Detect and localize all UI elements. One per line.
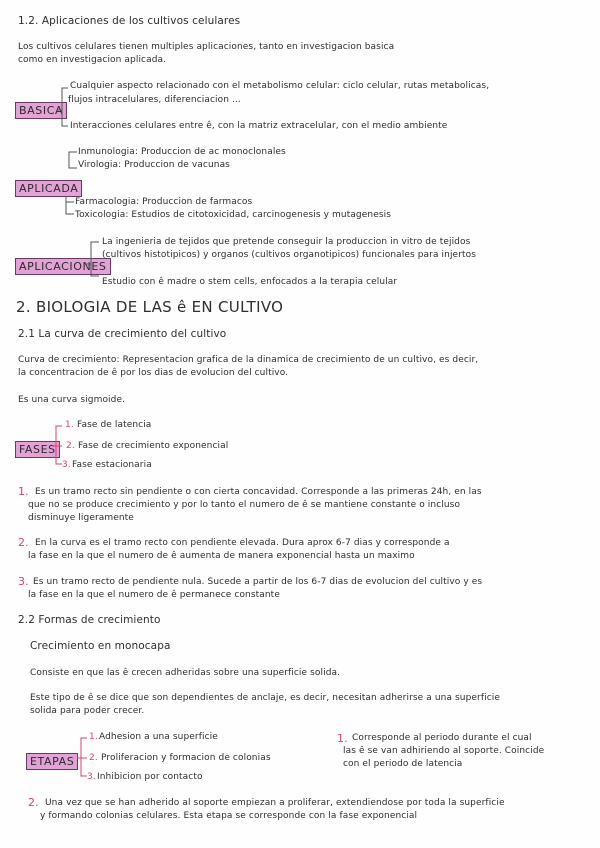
etapa-desc-1-line-3: con el periodo de latencia <box>343 759 463 769</box>
intro-line-2: como en investigacion aplicada. <box>18 55 167 65</box>
etapa-1-number: 1. <box>89 732 98 742</box>
etapa-desc-2-line-1: Una vez que se han adherido al soporte empiezan a proliferar, extendiendose por toda la superficie <box>45 798 505 808</box>
desc-3-line-1: Es un tramo recto de pendiente nula. Sucede a partir de los 6-7 dias de evolucion del cultivo y es <box>33 577 483 587</box>
aplicada-item-1: Inmunologia: Produccion de ac monoclonales <box>78 147 286 157</box>
intro-line-1: Los cultivos celulares tienen multiples aplicaciones, tanto en investigacion basica <box>18 42 395 52</box>
fase-3-number: 3. <box>62 460 71 470</box>
monocapa-line-1: Consiste en que las ê crecen adheridas sobre una superficie solida. <box>30 668 341 678</box>
desc-1-line-2: que no se produce crecimiento y por lo tanto el numero de ê se mantiene constante o incluso <box>28 500 461 510</box>
fase-2: Fase de crecimiento exponencial <box>78 441 229 451</box>
basica-item-1b: flujos intracelulares, diferenciacion ... <box>68 95 241 105</box>
fase-1-number: 1. <box>65 420 74 430</box>
fases-label: FASES <box>15 441 60 458</box>
curve-def-line-1: Curva de crecimiento: Representacion grafica de la dinamica de crecimiento de un cultivo, es decir, <box>18 355 479 365</box>
aplicaciones-item-2: Estudio con ê madre o stem cells, enfocados a la terapia celular <box>102 277 398 287</box>
desc-1-number: 1. <box>18 485 29 498</box>
sigmoid-line: Es una curva sigmoide. <box>18 395 126 405</box>
aplicaciones-item-1a: La ingenieria de tejidos que pretende conseguir la produccion in vitro de tejidos <box>102 237 471 247</box>
desc-2-line-2: la fase en la que el numero de ê aumenta de manera exponencial hasta un maximo <box>28 551 415 561</box>
basica-item-2: Interacciones celulares entre ê, con la matriz extracelular, con el medio ambiente <box>70 121 448 131</box>
monocapa-line-2b: solida para poder crecer. <box>30 706 145 716</box>
desc-2-number: 2. <box>18 536 29 549</box>
section-2-title: 2. BIOLOGIA DE LAS ê EN CULTIVO <box>16 298 284 316</box>
aplicada-item-4: Toxicologia: Estudios de citotoxicidad, carcinogenesis y mutagenesis <box>75 210 392 220</box>
aplicaciones-label: APLICACIONES <box>15 258 111 275</box>
etapa-3: Inhibicion por contacto <box>97 772 203 782</box>
aplicada-bracket-top <box>65 150 79 172</box>
etapa-desc-1-number: 1. <box>337 732 348 745</box>
aplicada-bracket-bottom <box>62 196 76 218</box>
etapa-desc-1-line-1: Corresponde al periodo durante el cual <box>352 733 532 743</box>
curve-def-line-2: la concentracion de ê por los dias de evolucion del cultivo. <box>18 368 289 378</box>
etapa-desc-1-line-2: las ê se van adhiriendo al soporte. Coincide <box>343 746 545 756</box>
monocapa-line-2a: Este tipo de ê se dice que son dependientes de anclaje, es decir, necesitan adherirse a una superficie <box>30 693 501 703</box>
aplicada-item-2: Virologia: Produccion de vacunas <box>78 160 230 170</box>
section-2-2-title: 2.2 Formas de crecimiento <box>18 614 161 626</box>
etapa-2: Proliferacion y formacion de colonias <box>101 753 271 763</box>
etapa-3-number: 3. <box>87 772 96 782</box>
desc-3-number: 3. <box>18 575 29 588</box>
etapa-2-number: 2. <box>89 753 98 763</box>
fase-2-number: 2. <box>66 441 75 451</box>
fase-3: Fase estacionaria <box>72 460 152 470</box>
aplicaciones-item-1b: (cultivos histotipicos) y organos (cultivos organotipicos) funcionales para injertos <box>102 250 477 260</box>
basica-item-1a: Cualquier aspecto relacionado con el metabolismo celular: ciclo celular, rutas metabolicas, <box>70 81 490 91</box>
aplicaciones-bracket <box>85 240 101 282</box>
aplicada-label: APLICADA <box>15 180 82 197</box>
monocapa-title: Crecimiento en monocapa <box>30 640 171 652</box>
etapa-desc-2-line-2: y formando colonias celulares. Esta etapa se corresponde con la fase exponencial <box>40 811 418 821</box>
desc-3-line-2: la fase en la que el numero de ê permanece constante <box>28 590 280 600</box>
fase-1: Fase de latencia <box>77 420 152 430</box>
section-2-1-title: 2.1 La curva de crecimiento del cultivo <box>18 328 227 340</box>
etapas-label: ETAPAS <box>26 753 78 770</box>
etapa-1: Adhesion a una superficie <box>99 732 218 742</box>
desc-2-line-1: En la curva es el tramo recto con pendiente elevada. Dura aprox 6-7 dias y corresponde a <box>35 538 450 548</box>
desc-1-line-3: disminuye ligeramente <box>28 513 134 523</box>
basica-bracket <box>58 86 70 134</box>
etapa-desc-2-number: 2. <box>28 796 39 809</box>
desc-1-line-1: Es un tramo recto sin pendiente o con cierta concavidad. Corresponde a las primeras 24h, en las <box>35 487 482 497</box>
aplicada-item-3: Farmacologia: Produccion de farmacos <box>75 197 253 207</box>
section-1-2-title: 1.2. Aplicaciones de los cultivos celulares <box>18 15 241 27</box>
basica-label: BASICA <box>15 102 67 119</box>
